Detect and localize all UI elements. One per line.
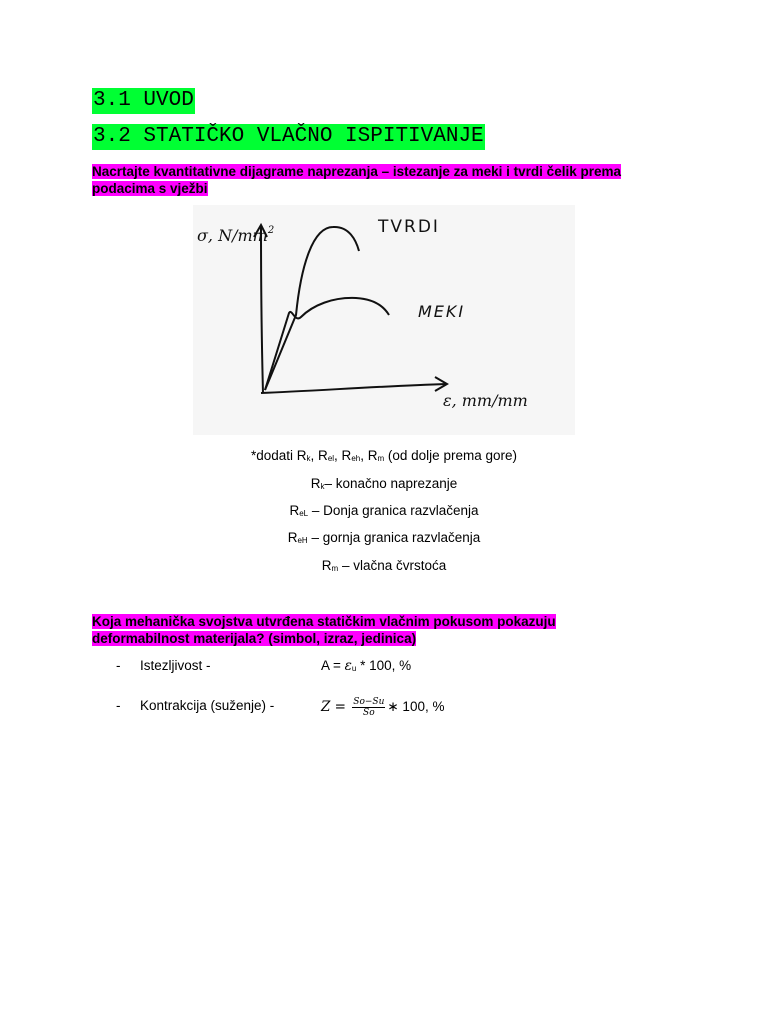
definition-rk: $R_k-$ konačno naprezanje [310,476,458,491]
definition-reh: $R_{eH}$ – gornja granica razvlačenja [287,530,481,545]
question-diagram [92,163,662,197]
question-diagram-text: Nacrtajte kvantitativne dijagrame naprezanja – istezanje za meki i tvrdi čelik prema podacima s vježbi [92,164,621,196]
question-deformability [92,613,632,647]
y-axis-label: σ, $N/mm^2$ [197,225,275,245]
formula-contraction: Z = $\frac{So-Su}{So}$ ∗ 100, % [321,697,445,718]
property-name: Kontrakcija (suženje) - [140,698,275,713]
formula-elongation: $A = \varepsilon_u * 100$, % [321,658,412,674]
heading-staticko-vlacno: 3.2 STATIČKO VLAČNO ISPITIVANJE [93,125,484,148]
stress-strain-svg [193,205,575,435]
heading-uvod: 3.1 UVOD [93,89,194,112]
question-deformability-text: Koja mehanička svojstva utvrđena statičkim vlačnim pokusom pokazuju deformabilnost materijala? (simbol, izraz, jedinica) [92,614,556,646]
y-axis [261,227,263,393]
label-tvrdi: TVRDI [378,217,440,237]
definition-rm: $R_m$ – vlačna čvrstoća [321,558,447,573]
fraction: $\frac{So-Su}{So}$ [353,697,385,718]
stress-strain-sketch [193,205,575,435]
list-dash: - [116,698,121,713]
x-axis [261,384,446,393]
definition-rel: $R_{eL}$ – Donja granica razvlačenja [289,503,479,518]
note-add-symbols: *dodati $R_k$, $R_{el}$, $R_{eh}$, $R_m$ (od dolje prema gore) [251,448,517,463]
x-axis-label: ε, mm/mm [443,391,528,410]
list-dash: - [116,658,121,673]
label-meki: MEKI [418,302,466,321]
property-name: Istezljivost - [140,658,211,673]
